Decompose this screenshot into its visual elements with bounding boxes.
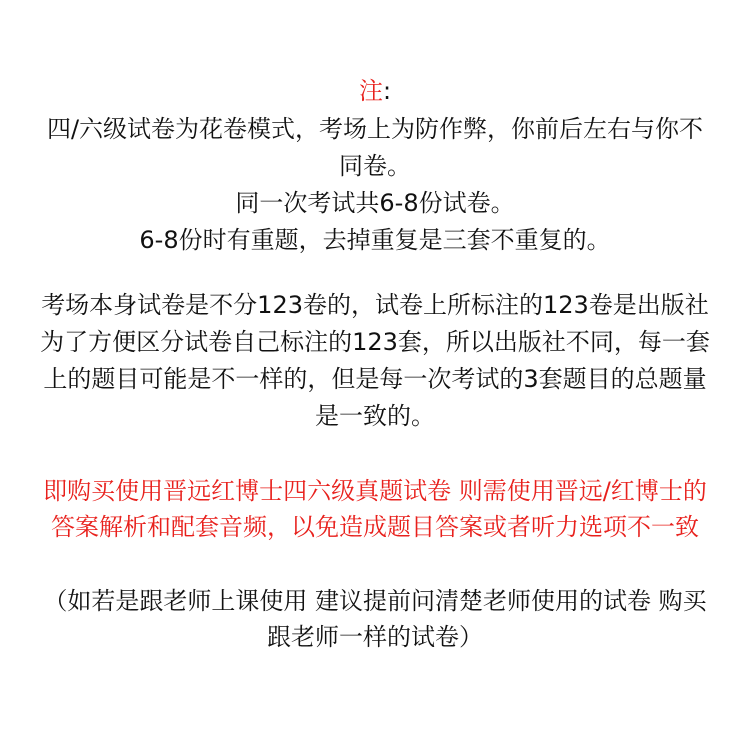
note-colon: : xyxy=(382,77,392,105)
note-heading xyxy=(0,72,750,110)
note-label: 注 xyxy=(358,77,383,105)
para1-line3: 同一次考试共6-8份试卷。 xyxy=(235,189,515,217)
para4-line1: （如若是跟老师上课使用 建议提前问清楚老师使用的试卷 购买 xyxy=(43,587,707,615)
para2-line3: 上的题目可能是不一样的，但是每一次考试的3套题目的总题量 xyxy=(43,365,707,393)
para2-line1: 考场本身试卷是不分123卷的，试卷上所标注的123卷是出版社 xyxy=(41,291,709,319)
para2-line4: 是一致的。 xyxy=(315,402,435,430)
para4-line2: 跟老师一样的试卷） xyxy=(267,623,483,651)
para3-line2: 答案解析和配套音频，以免造成题目答案或者听力选项不一致 xyxy=(51,513,699,541)
para1-line4: 6-8份时有重题，去掉重复是三套不重复的。 xyxy=(139,226,611,254)
para3-line1: 即购买使用晋远红博士四六级真题试卷 则需使用晋远/红博士的 xyxy=(43,477,707,505)
para1-line2: 同卷。 xyxy=(339,152,411,180)
para1-line1: 四/六级试卷为花卷模式，考场上为防作弊，你前后左右与你不 xyxy=(46,115,704,143)
para2-line2: 为了方便区分试卷自己标注的123套，所以出版社不同，每一套 xyxy=(40,328,710,356)
